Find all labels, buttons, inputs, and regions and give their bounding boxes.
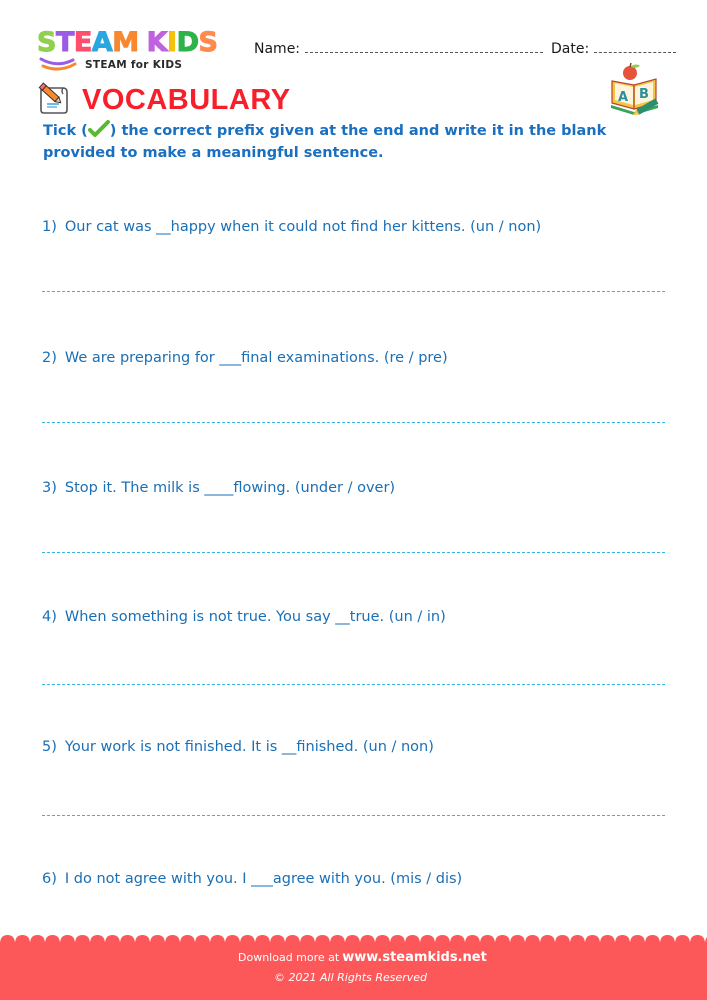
scalloped-edge — [0, 934, 707, 944]
svg-text:A: A — [618, 90, 629, 105]
smile-swoosh-icon — [39, 56, 83, 72]
download-line — [238, 950, 487, 965]
svg-text:B: B — [639, 87, 649, 102]
question-text: I do not agree with you. I ___agree with you. (mis / dis) — [64, 871, 463, 887]
instructions-text: ) the correct prefix given at the end and write it in the blank provided to make a meaningful sentence. — [43, 123, 607, 161]
question-number: 1) — [42, 219, 57, 235]
name-blank-line[interactable] — [305, 40, 543, 53]
logo-wordmark: STEAM KIDS — [37, 27, 218, 58]
copyright: © 2021 All Rights Reserved — [274, 971, 428, 984]
date-field[interactable] — [551, 40, 676, 57]
date-label: Date: — [551, 41, 590, 57]
name-field[interactable] — [254, 40, 543, 57]
abc-book-icon — [606, 63, 666, 117]
question-number: 2) — [42, 350, 57, 366]
pencil-paper-icon — [37, 82, 71, 116]
question-text: When something is not true. You say __true. (un / in) — [64, 609, 446, 625]
answer-line-3[interactable] — [42, 552, 665, 553]
question-3 — [42, 480, 395, 496]
question-number: 5) — [42, 739, 57, 755]
checkmark-icon — [88, 120, 110, 138]
download-label: Download more at — [238, 951, 340, 964]
question-2 — [42, 350, 448, 366]
question-6 — [42, 871, 462, 887]
name-label: Name: — [254, 41, 301, 57]
question-1 — [42, 219, 541, 235]
answer-line-4[interactable] — [42, 684, 665, 685]
question-text: Stop it. The milk is ____flowing. (under / over) — [64, 480, 396, 496]
instructions-prefix: Tick ( — [43, 123, 88, 139]
question-4 — [42, 609, 446, 625]
answer-line-1[interactable] — [42, 291, 665, 292]
question-5 — [42, 739, 434, 755]
question-text: Your work is not finished. It is __finished. (un / non) — [64, 739, 434, 755]
website-link[interactable]: www.steamkids.net — [342, 950, 487, 965]
question-number: 6) — [42, 871, 57, 887]
question-text: Our cat was __happy when it could not find her kittens. (un / non) — [64, 219, 542, 235]
footer-text — [238, 950, 487, 984]
question-text: We are preparing for ___final examinations. (re / pre) — [64, 350, 448, 366]
logo-tagline: STEAM for KIDS — [85, 59, 183, 71]
instructions — [43, 120, 673, 164]
section-title: VOCABULARY — [82, 84, 291, 116]
date-blank-line[interactable] — [594, 40, 676, 53]
footer — [0, 942, 707, 1000]
answer-line-2[interactable] — [42, 422, 665, 423]
question-number: 4) — [42, 609, 57, 625]
question-number: 3) — [42, 480, 57, 496]
steam-kids-logo — [37, 28, 237, 76]
answer-line-5[interactable] — [42, 815, 665, 816]
